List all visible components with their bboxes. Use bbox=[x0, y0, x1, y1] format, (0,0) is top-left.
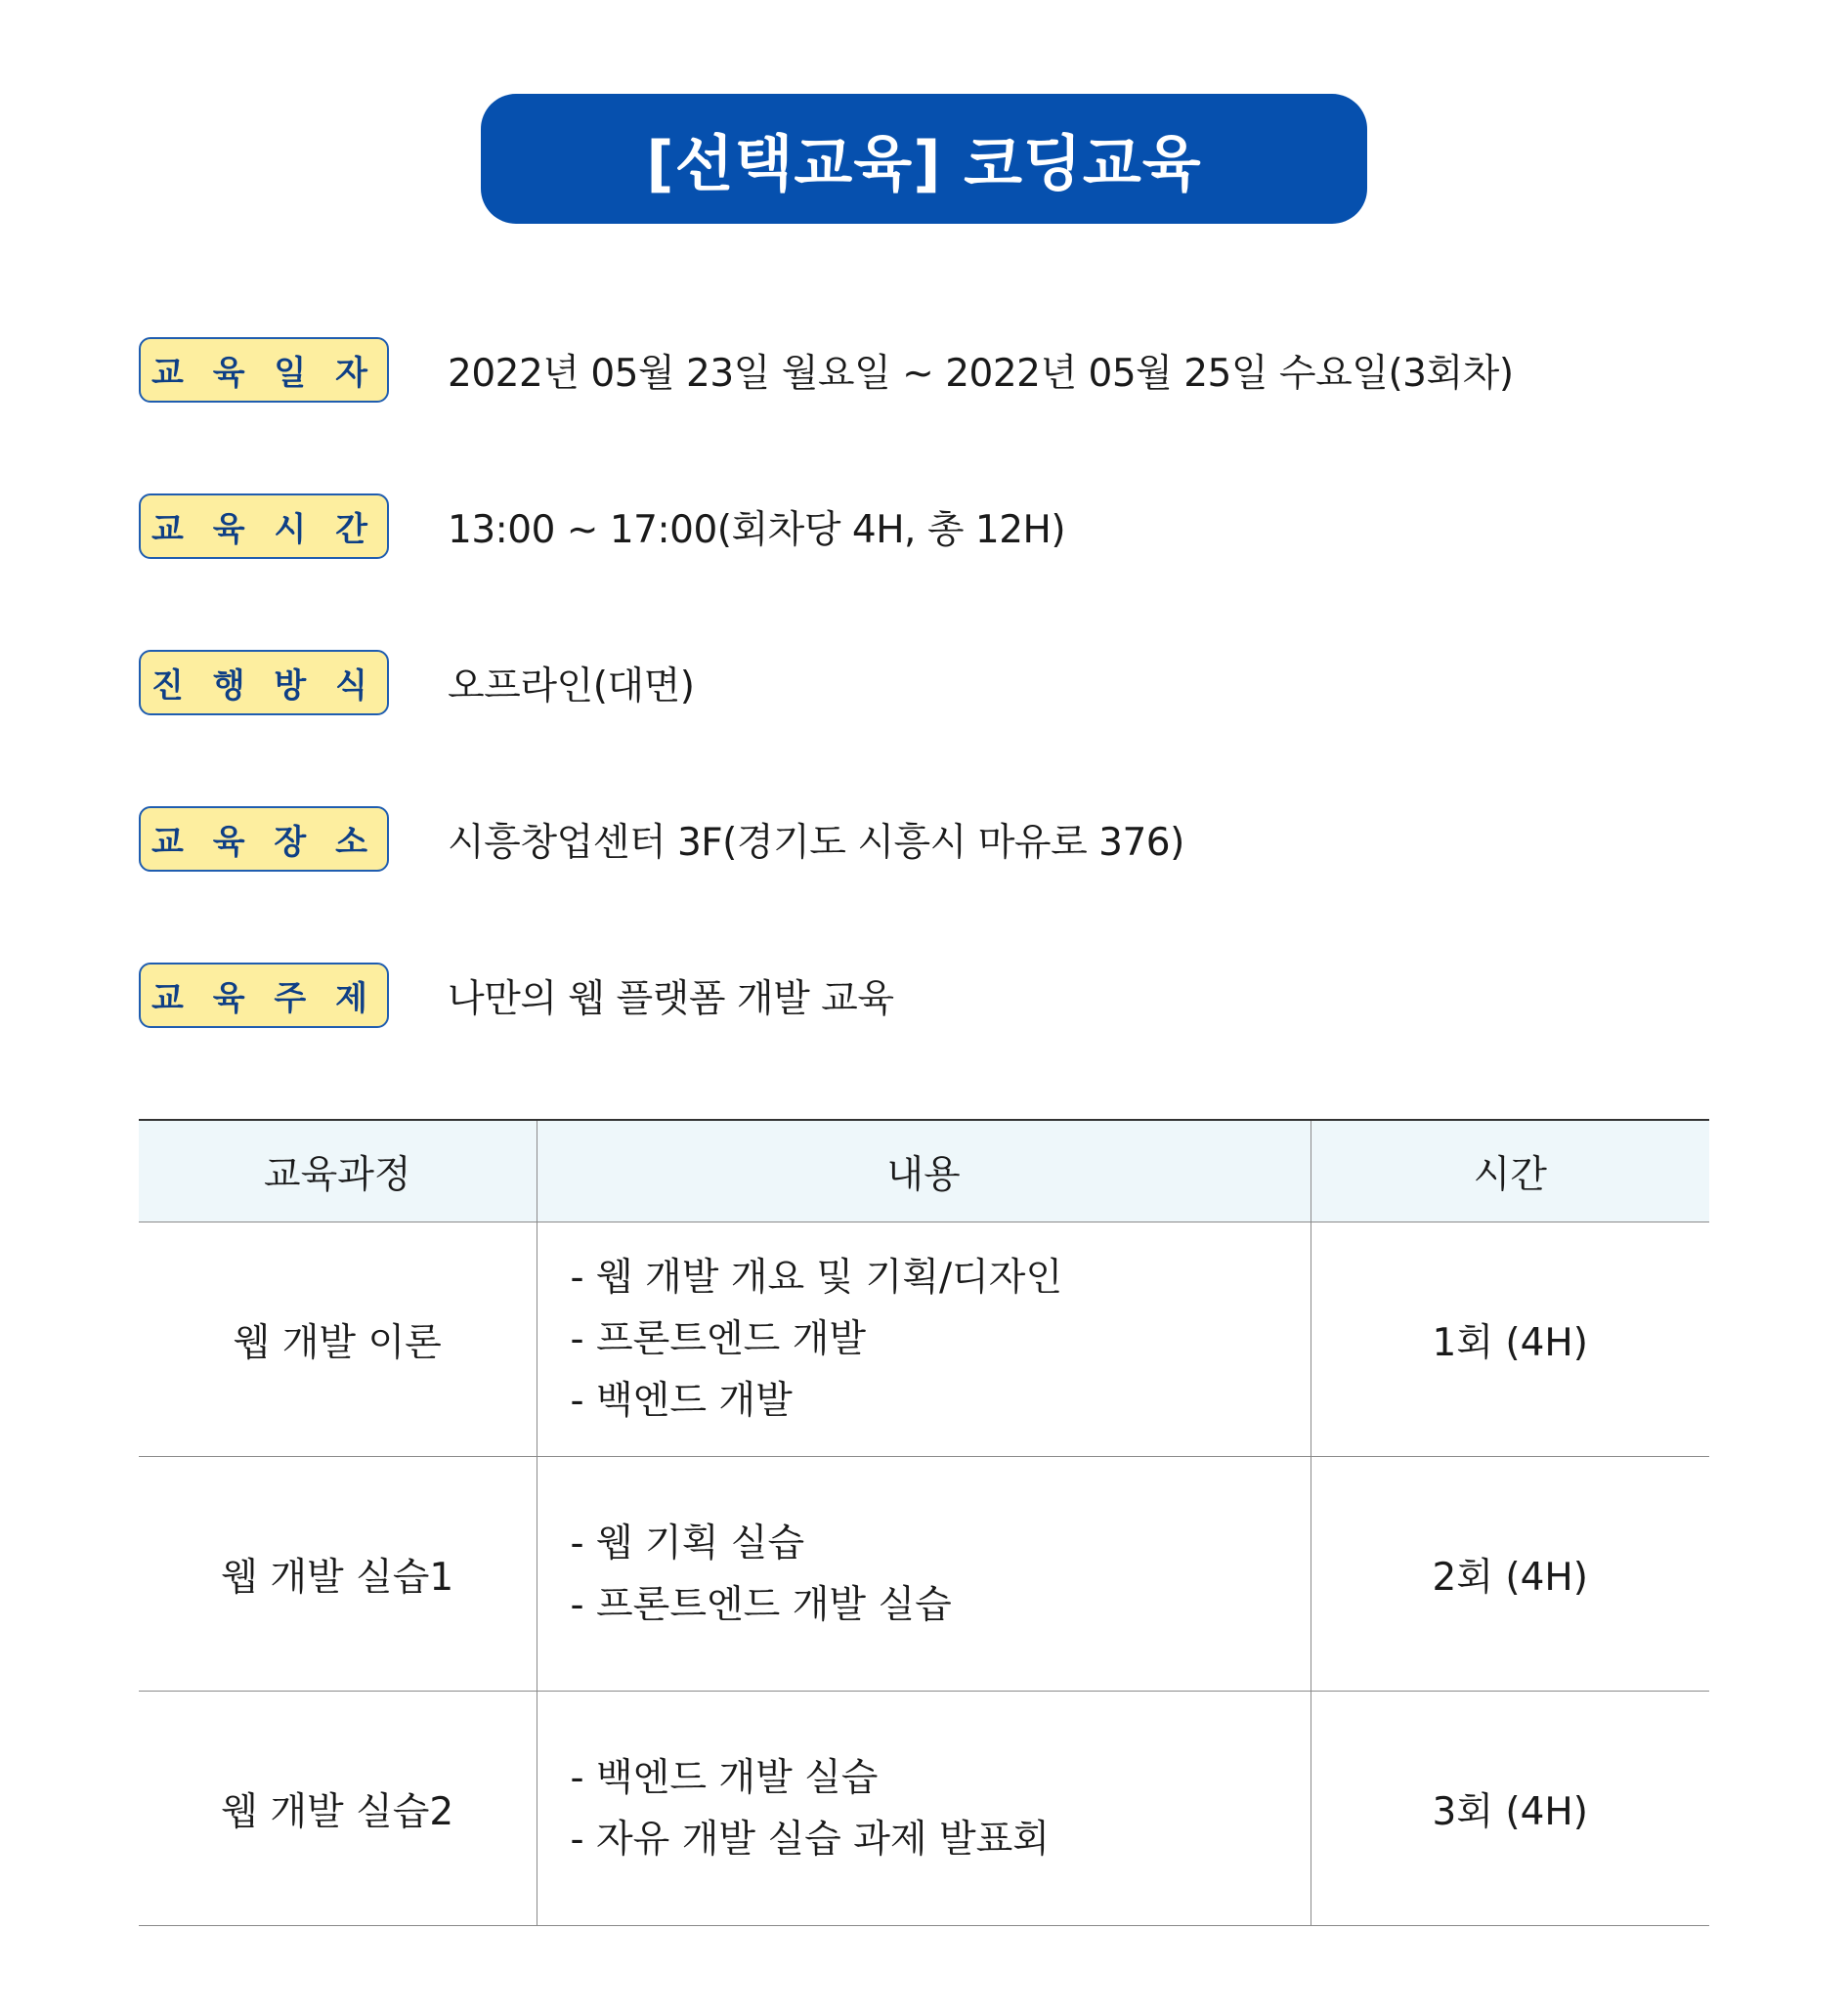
info-value: 시흥창업센터 3F(경기도 시흥시 마유로 376) bbox=[448, 820, 1184, 865]
content-line: - 백엔드 개발 실습 bbox=[570, 1755, 879, 1800]
table-row bbox=[139, 1692, 1709, 1926]
page-title bbox=[481, 94, 1367, 224]
info-label-badge: 교 육 주 제 bbox=[139, 963, 389, 1028]
course-cell: 웹 개발 실습2 bbox=[139, 1692, 537, 1926]
content-line: - 백엔드 개발 bbox=[570, 1379, 793, 1423]
info-row-topic bbox=[139, 961, 894, 1030]
info-label-badge: 교 육 장 소 bbox=[139, 806, 389, 872]
time-cell: 1회 (4H) bbox=[1311, 1222, 1709, 1457]
info-value: 나만의 웹 플랫폼 개발 교육 bbox=[448, 976, 894, 1021]
time-cell: 3회 (4H) bbox=[1311, 1692, 1709, 1926]
course-cell: 웹 개발 실습1 bbox=[139, 1457, 537, 1692]
content-line: - 자유 개발 실습 과제 발표회 bbox=[570, 1817, 1050, 1862]
info-row-method bbox=[139, 648, 695, 717]
info-value: 2022년 05월 23일 월요일 ~ 2022년 05월 25일 수요일(3회차) bbox=[448, 351, 1514, 396]
info-value: 13:00 ~ 17:00(회차당 4H, 총 12H) bbox=[448, 507, 1066, 552]
content-cell bbox=[537, 1692, 1311, 1926]
time-cell: 2회 (4H) bbox=[1311, 1457, 1709, 1692]
content-line: - 프론트엔드 개발 실습 bbox=[570, 1582, 952, 1627]
content-line: - 프론트엔드 개발 bbox=[570, 1317, 867, 1361]
info-row-time bbox=[139, 492, 1066, 561]
table-row bbox=[139, 1457, 1709, 1692]
info-label-badge: 교 육 시 간 bbox=[139, 493, 389, 559]
content-line: - 웹 기획 실습 bbox=[570, 1521, 805, 1565]
info-label-badge: 진 행 방 식 bbox=[139, 650, 389, 715]
info-value: 오프라인(대면) bbox=[448, 664, 695, 708]
content-cell bbox=[537, 1457, 1311, 1692]
content-line: - 웹 개발 개요 및 기획/디자인 bbox=[570, 1256, 1063, 1300]
page-title-text: [선택교육] 코딩교육 bbox=[646, 128, 1202, 199]
info-row-date bbox=[139, 335, 1514, 405]
table-header-row bbox=[139, 1120, 1709, 1222]
course-cell: 웹 개발 이론 bbox=[139, 1222, 537, 1457]
header-course: 교육과정 bbox=[139, 1120, 537, 1222]
content-cell bbox=[537, 1222, 1311, 1457]
table-row bbox=[139, 1222, 1709, 1457]
info-row-place bbox=[139, 804, 1184, 874]
info-label-badge: 교 육 일 자 bbox=[139, 337, 389, 403]
header-time: 시간 bbox=[1311, 1120, 1709, 1222]
header-content: 내용 bbox=[537, 1120, 1311, 1222]
schedule-table bbox=[139, 1119, 1709, 1926]
